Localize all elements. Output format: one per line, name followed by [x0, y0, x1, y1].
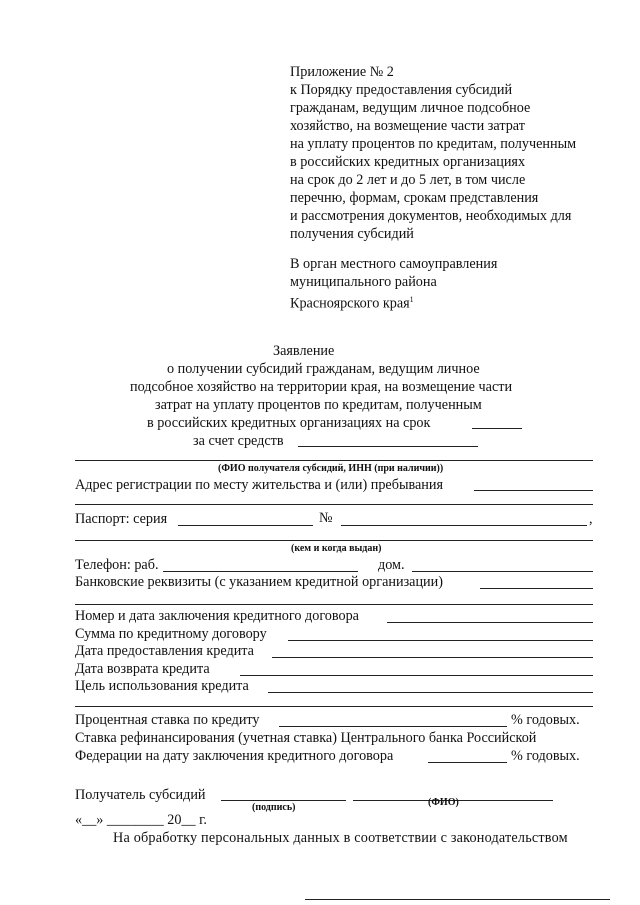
refi-suffix: % годовых.: [511, 748, 580, 764]
signature-caption: (подпись): [252, 802, 296, 813]
issue-date-blank[interactable]: [272, 657, 593, 658]
bank-blank-2[interactable]: [75, 604, 593, 605]
document-title: Заявление: [273, 343, 335, 359]
phone-work-label: Телефон: раб.: [75, 557, 159, 573]
phone-home-blank[interactable]: [412, 571, 593, 572]
issued-by-blank[interactable]: [75, 540, 593, 541]
appendix-line: и рассмотрения документов, необходимых для: [290, 208, 572, 224]
rate-label: Процентная ставка по кредиту: [75, 712, 260, 728]
phone-home-label: дом.: [378, 557, 405, 573]
contract-label: Номер и дата заключения кредитного договора: [75, 608, 359, 624]
bank-label: Банковские реквизиты (с указанием кредитной организации): [75, 574, 443, 590]
contract-blank[interactable]: [387, 622, 593, 623]
fio-caption: (ФИО получателя субсидий, ИНН (при наличии)): [218, 463, 444, 474]
addressee-line: В орган местного самоуправления: [290, 256, 498, 272]
title-line: о получении субсидий гражданам, ведущим личное: [167, 361, 480, 377]
passport-comma: ,: [589, 511, 593, 527]
passport-number-label: №: [319, 510, 333, 526]
appendix-line: к Порядку предоставления субсидий: [290, 82, 513, 98]
passport-series-blank[interactable]: [178, 525, 313, 526]
appendix-line: Приложение № 2: [290, 64, 394, 80]
purpose-label: Цель использования кредита: [75, 678, 249, 694]
date-line: «__» ________ 20__ г.: [75, 812, 207, 828]
appendix-line: получения субсидий: [290, 226, 414, 242]
address-label: Адрес регистрации по месту жительства и (или) пребывания: [75, 477, 444, 493]
appendix-line: гражданам, ведущим личное подсобное: [290, 100, 531, 116]
title-line: подсобное хозяйство на территории края, на возмещение части: [130, 379, 513, 395]
fio-blank[interactable]: [75, 460, 593, 461]
passport-series-label: Паспорт: серия: [75, 511, 168, 527]
address-blank-2[interactable]: [75, 504, 593, 505]
bank-blank[interactable]: [480, 588, 593, 589]
appendix-line: в российских кредитных организациях: [290, 154, 526, 170]
funds-label: за счет средств: [193, 433, 284, 449]
fio-signature-caption: (ФИО): [428, 797, 459, 808]
refi-line-2: Федерации на дату заключения кредитного договора: [75, 748, 394, 764]
term-blank[interactable]: [472, 428, 522, 429]
refi-line-1: Ставка рефинансирования (учетная ставка) Центрального банка Российской: [75, 730, 537, 746]
sum-blank[interactable]: [288, 640, 593, 641]
passport-number-blank[interactable]: [341, 525, 587, 526]
sum-label: Сумма по кредитному договору: [75, 626, 267, 642]
purpose-blank[interactable]: [268, 692, 593, 693]
addressee-line: Красноярского края$^1$: [290, 295, 414, 312]
consent-text: На обработку персональных данных в соответствии с законодательством: [113, 830, 568, 846]
rate-blank[interactable]: [279, 726, 507, 727]
recipient-label: Получатель субсидий: [75, 787, 206, 803]
footnote-mark: 1: [409, 295, 414, 304]
refi-blank[interactable]: [428, 762, 507, 763]
appendix-line: хозяйство, на возмещение части затрат: [290, 118, 525, 134]
addressee-line: муниципального района: [290, 274, 437, 290]
title-line: затрат на уплату процентов по кредитам, полученным: [155, 397, 482, 413]
return-date-blank[interactable]: [240, 675, 593, 676]
phone-work-blank[interactable]: [163, 571, 358, 572]
return-date-label: Дата возврата кредита: [75, 661, 210, 677]
bottom-rule: [305, 899, 610, 900]
title-line: в российских кредитных организациях на срок: [147, 415, 431, 431]
address-blank[interactable]: [474, 490, 593, 491]
funds-blank[interactable]: [298, 446, 478, 447]
appendix-line: на уплату процентов по кредитам, полученным: [290, 136, 577, 152]
appendix-line: перечню, формам, срокам представления: [290, 190, 539, 206]
rate-suffix: % годовых.: [511, 712, 580, 728]
issued-caption: (кем и когда выдан): [291, 543, 382, 554]
purpose-blank-2[interactable]: [75, 706, 593, 707]
signature-blank[interactable]: [221, 800, 346, 801]
issue-date-label: Дата предоставления кредита: [75, 643, 254, 659]
appendix-line: на срок до 2 лет и до 5 лет, в том числе: [290, 172, 526, 188]
